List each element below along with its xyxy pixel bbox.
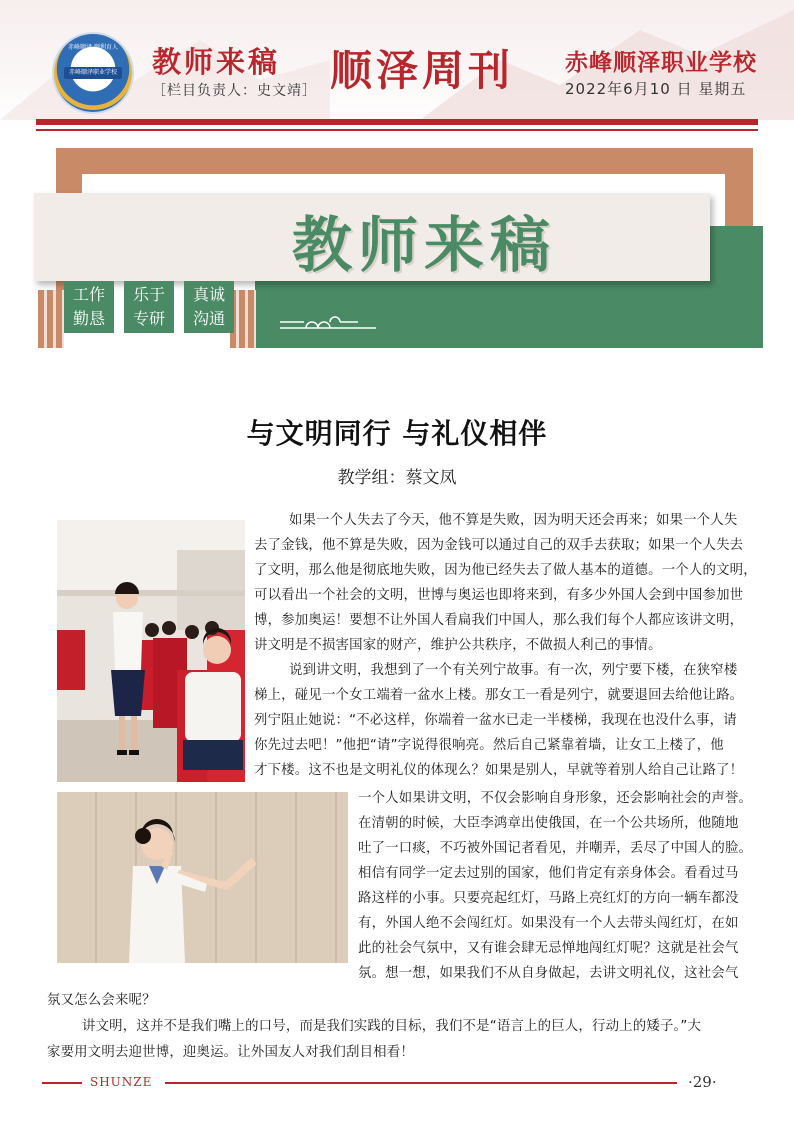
header-rule-thick xyxy=(36,119,758,125)
banner-tag-bottom: 勤恳 xyxy=(72,309,105,328)
article-line: 路这样的小事。只要亮起红灯，马路上亮红灯的方向一辆车都没 xyxy=(358,891,739,906)
banner-tag-top: 工作 xyxy=(72,285,105,304)
column-name: 教师来稿 xyxy=(152,45,281,79)
article-title: 与文明同行 与礼仪相伴 xyxy=(246,417,548,450)
banner-tag xyxy=(184,281,234,333)
banner-tag-top: 乐于 xyxy=(132,285,165,304)
header-rule-thin xyxy=(36,129,758,131)
banner-tag-bottom: 专研 xyxy=(132,309,165,328)
classroom-photo xyxy=(57,520,245,782)
cloud-swirl-icon xyxy=(280,310,380,334)
article-line: 相信有同学一定去过别的国家，他们肯定有亲身体会。看看过马 xyxy=(358,866,739,881)
column-editor: ［栏目负责人：史文靖］ xyxy=(152,83,317,99)
article-line: 家要用文明去迎世博，迎奥运。让外国友人对我们刮目相看！ xyxy=(47,1045,414,1060)
banner-tag-bottom: 沟通 xyxy=(192,309,225,328)
article-line: 有，外国人绝不会闯红灯。如果没有一个人去带头闯红灯，在如 xyxy=(358,916,739,931)
logo-motto: 赤峰顺泽 顺利育人 xyxy=(68,44,118,51)
article-line: 吐了一口痰，不巧被外国记者看见，并嘲弄，丢尽了中国人的脸。 xyxy=(358,841,753,856)
footer-rule-right xyxy=(165,1082,677,1084)
article-line: 你先过去吧！”他把“请”字说得很响亮。然后自己紧靠着墙，让女工上楼了，他 xyxy=(254,738,724,753)
banner-title: 教师来稿 xyxy=(292,211,556,281)
page-number: ·29· xyxy=(688,1073,717,1091)
etiquette-photo xyxy=(57,792,348,963)
article-line: 才下楼。这不也是文明礼仪的体现么？如果是别人，早就等着别人给自己让路了！ xyxy=(254,763,744,778)
logo-band-text: 赤峰顺泽职业学校 xyxy=(64,67,122,79)
article-line: 列宁阻止她说：“不必这样，你端着一盆水已走一半楼梯，我现在也没什么事，请 xyxy=(254,713,737,728)
article-line: 梯上，碰见一个女工端着一盆水上楼。那女工一看是列宁，就要退回去给他让路。 xyxy=(254,688,744,703)
article-author: 教学组：蔡文凤 xyxy=(337,468,457,488)
article-line: 氛又怎么会来呢？ xyxy=(47,993,156,1008)
article-line: 可以看出一个社会的文明，世博与奥运也即将来到，有多少外国人会到中国参加世 xyxy=(254,588,744,603)
footer-brand: SHUNZE xyxy=(90,1075,153,1089)
banner-tag xyxy=(124,281,174,333)
article-line: 了文明，那么他是彻底地失败，因为他已经失去了做人基本的道德。一个人的文明， xyxy=(254,563,757,578)
banner-tag-top: 真诚 xyxy=(192,285,225,304)
article-line: 讲文明，这并不是我们嘴上的口号，而是我们实践的目标，我们不是“语言上的巨人，行动上的矮子。”大 xyxy=(82,1019,702,1034)
article-line: 在清朝的时候，大臣李鸿章出使俄国，在一个公共场所，他随地 xyxy=(358,816,739,831)
footer-rule-left xyxy=(42,1082,82,1084)
banner-stripe-left xyxy=(38,290,64,348)
school-name: 赤峰顺泽职业学校 xyxy=(565,50,757,76)
magazine-title: 顺泽周刊 xyxy=(330,46,515,95)
article-line: 讲文明是不损害国家的财产，维护公共秩序，不做损人利己的事情。 xyxy=(254,638,662,653)
article-line: 如果一个人失去了今天，他不算是失败，因为明天还会再来；如果一个人失 xyxy=(289,513,738,528)
article-line: 博，参加奥运！要想不让外国人看扁我们中国人，那么我们每个人都应该讲文明， xyxy=(254,613,744,628)
article-line: 去了金钱，他不算是失败，因为金钱可以通过自己的双手去获取；如果一个人失去 xyxy=(254,538,744,553)
banner-tag xyxy=(64,281,114,333)
article-line: 此的社会气氛中，又有谁会肆无忌惮地闯红灯呢？这就是社会气 xyxy=(358,941,739,956)
article-line: 说到讲文明，我想到了一个有关列宁故事。有一次，列宁要下楼，在狭窄楼 xyxy=(289,663,738,678)
issue-date: 2022年6月10 日 星期五 xyxy=(565,80,747,98)
article-line: 氛。想一想，如果我们不从自身做起，去讲文明礼仪，这社会气 xyxy=(358,966,739,981)
article-line: 一个人如果讲文明，不仅会影响自身形象，还会影响社会的声誉。 xyxy=(358,791,753,806)
